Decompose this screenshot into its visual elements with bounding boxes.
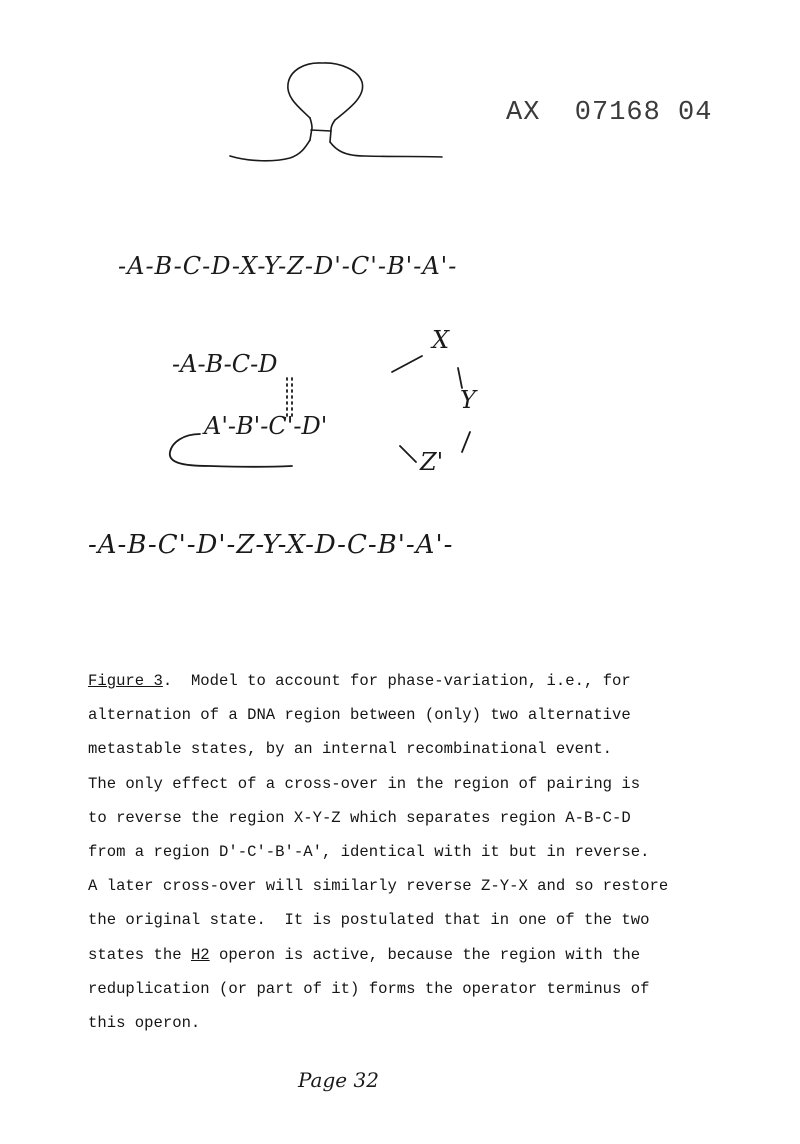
caption-line-9-pre: states the [88,945,191,964]
caption-line-1-text: . Model to account for phase-variation, i.e., for [162,672,631,690]
loop-label-y: Y [460,386,476,414]
caption-line-6: from a region D'-C'-B'-A', identical with it but in reverse. [88,842,650,861]
connector-d-x [392,356,422,372]
caption-line-3: metastable states, by an internal recombinational event. [88,740,613,759]
sketch-loop [288,63,363,120]
caption-line-1 [88,664,738,698]
caption-line-8: the original state. It is postulated that in one of the two [88,911,650,930]
top-sequence: -A-B-C-D-X-Y-Z-D'-C'-B'-A'- [118,252,458,280]
connector-x-y [458,368,462,388]
sketch-baseline-left [230,140,310,161]
figure-caption [88,664,738,1040]
connector-y-z [462,432,470,452]
bottom-sequence: -A-B-C'-D'-Z-Y-X-D-C-B'-A'- [88,530,454,560]
caption-line-7: A later cross-over will similarly reverse Z-Y-X and so restore [88,877,669,896]
connector-dprime-z [400,446,416,462]
gene-name: H2 [190,945,210,964]
document-id: AX 07168 04 [506,98,713,128]
upper-strand: -A-B-C-D [172,350,278,378]
sketch-stem-left [310,118,312,140]
caption-line-5: to reverse the region X-Y-Z which separates region A-B-C-D [88,808,631,827]
lower-strand: A'-B'-C'-D' [204,412,328,440]
caption-line-10: reduplication (or part of it) forms the operator terminus of [88,979,650,998]
loop-label-x: X [432,326,450,354]
caption-line-9-post: operon is active, because the region with the [209,945,641,964]
caption-line-11: this operon. [88,1013,201,1032]
sketch-baseline-right [330,142,442,157]
loop-label-z: Z' [420,448,444,476]
sketch-stem-rung [311,130,331,131]
page-note: Page 32 [298,1068,379,1092]
figure-label: Figure 3 [88,672,163,690]
caption-line-2: alternation of a DNA region between (only) two alternative [88,706,631,725]
caption-line-9 [88,938,738,972]
caption-line-4: The only effect of a cross-over in the region of pairing is [88,774,641,793]
